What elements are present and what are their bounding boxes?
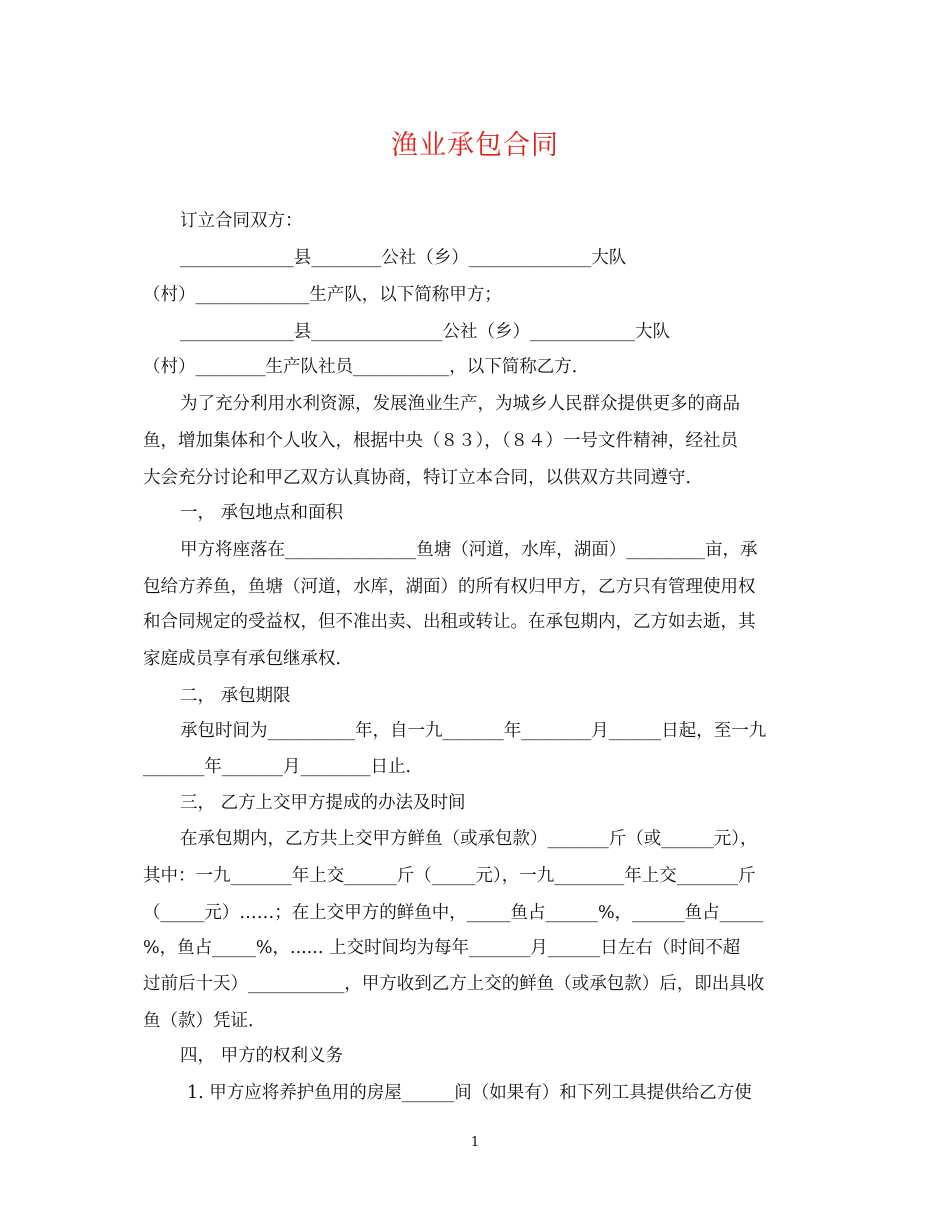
section-2-line-2: _______年_______月________日止． — [143, 757, 423, 777]
section-3-line-6: 鱼（款）凭证． — [143, 1011, 266, 1031]
section-3-line-3: （_____元）……；在上交甲方的鲜鱼中，_____鱼占______%，______鱼占_____ — [143, 903, 764, 923]
section-4-heading: 四， 甲方的权利义务 — [180, 1046, 344, 1066]
section-1-line-4: 家庭成员享有承包继承权． — [143, 649, 353, 669]
section-3-line-1: 在承包期内，乙方共上交甲方鲜鱼（或承包款）_______斤（或______元）， — [180, 829, 758, 849]
section-3-line-2: 其中：一九_______年上交______斤（_____元），一九________年上交_______斤 — [143, 866, 756, 886]
section-1-heading: 一， 承包地点和面积 — [180, 503, 344, 523]
party-a-line-2: （村）_____________生产队，以下简称甲方； — [143, 285, 502, 305]
intro-paragraph-line-1: 为了充分利用水利资源，发展渔业生产，为城乡人民群众提供更多的商品 — [180, 394, 740, 414]
party-a-line-1: _____________县________公社（乡）______________大队 — [180, 248, 627, 268]
intro-paragraph-line-2: 鱼，增加集体和个人收入，根据中央（８３），（８４）一号文件精神，经社员 — [143, 431, 738, 451]
section-4-item-1: 1. 甲方应将养护鱼用的房屋______间（如果有）和下列工具提供给乙方使 — [187, 1083, 752, 1103]
section-1-line-2: 包给方养鱼，鱼塘（河道，水库，湖面）的所有权归甲方，乙方只有管理使用权 — [143, 577, 756, 597]
section-2-heading: 二， 承包期限 — [180, 686, 291, 706]
section-1-line-1: 甲方将座落在_______________鱼塘（河道，水库，湖面）_________亩，承 — [180, 540, 758, 560]
section-3-line-4: %，鱼占_____%，...... 上交时间均为每年_______月______日左右（时间不超 — [143, 938, 741, 958]
section-3-line-5: 过前后十天）___________，甲方收到乙方上交的鲜鱼（或承包款）后，即出具收 — [143, 974, 765, 994]
parties-heading: 订立合同双方： — [180, 211, 303, 231]
intro-paragraph-line-3: 大会充分讨论和甲乙双方认真协商，特订立本合同，以供双方共同遵守． — [143, 468, 703, 488]
party-b-line-2: （村）________生产队社员___________，以下简称乙方． — [143, 357, 590, 377]
page-number: 1 — [470, 1135, 480, 1150]
section-3-heading: 三， 乙方上交甲方提成的办法及时间 — [180, 793, 466, 813]
document-title: 渔业承包合同 — [391, 130, 559, 161]
section-2-line-1: 承包时间为__________年，自一九_______年________月______日起，至一九 — [180, 721, 767, 741]
party-b-line-1: _____________县_______________公社（乡）____________大队 — [180, 322, 670, 342]
section-1-line-3: 和合同规定的受益权，但不准出卖、出租或转让。在承包期内，乙方如去逝，其 — [143, 612, 756, 632]
